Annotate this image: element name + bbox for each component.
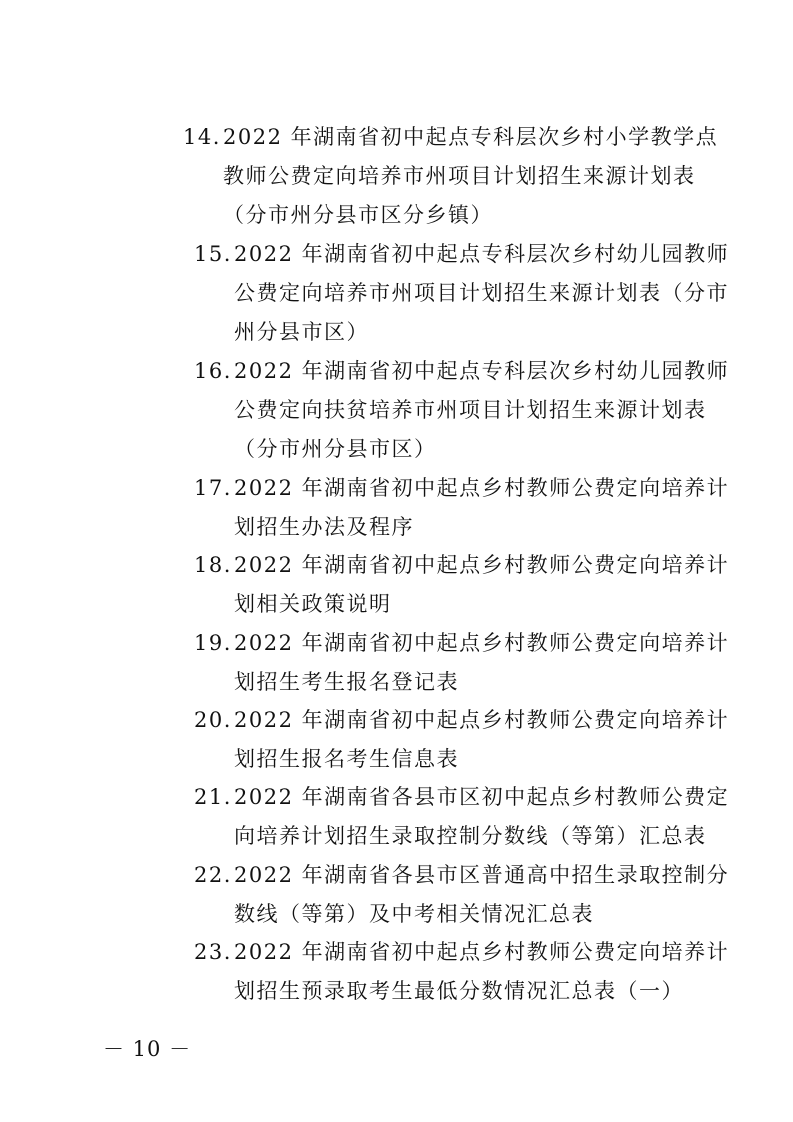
item-text-line: （分市州分县市区分乡镇） <box>223 203 493 227</box>
item-text-line: （分市州分县市区） <box>234 437 437 461</box>
item-number: 20. <box>194 708 232 732</box>
item-text-line: 州分县市区） <box>234 320 369 344</box>
item-number: 16. <box>194 359 232 383</box>
list-item <box>194 469 729 547</box>
item-number: 15. <box>194 242 232 266</box>
item-text-line: 2022 年湖南省初中起点专科层次乡村小学教学点 <box>223 125 719 149</box>
item-text-line: 2022 年湖南省各县市区普通高中招生录取控制分 <box>234 863 730 887</box>
item-text-line: 公费定向培养市州项目计划招生来源计划表（分市 <box>234 281 729 305</box>
list-item <box>194 235 729 352</box>
item-number: 14. <box>183 125 221 149</box>
item-text-line: 数线（等第）及中考相关情况汇总表 <box>234 902 594 926</box>
item-text-line: 2022 年湖南省初中起点乡村教师公费定向培养计 <box>234 631 730 655</box>
item-text-line: 2022 年湖南省初中起点专科层次乡村幼儿园教师 <box>234 242 730 266</box>
page-number: － 10 － <box>103 1037 192 1061</box>
list-item <box>194 546 729 624</box>
item-text-line: 向培养计划招生录取控制分数线（等第）汇总表 <box>234 824 707 848</box>
list-item <box>183 118 718 235</box>
item-text-line: 2022 年湖南省初中起点乡村教师公费定向培养计 <box>234 940 730 964</box>
item-text-line: 2022 年湖南省初中起点乡村教师公费定向培养计 <box>234 553 730 577</box>
item-number: 23. <box>194 940 232 964</box>
item-text-line: 2022 年湖南省初中起点乡村教师公费定向培养计 <box>234 708 730 732</box>
list-item <box>194 352 729 469</box>
item-number: 21. <box>194 785 232 809</box>
item-text-line: 划招生办法及程序 <box>234 515 414 539</box>
item-number: 17. <box>194 476 232 500</box>
item-text-line: 教师公费定向培养市州项目计划招生来源计划表 <box>223 164 696 188</box>
item-text-line: 划招生报名考生信息表 <box>234 747 459 771</box>
item-text-line: 公费定向扶贫培养市州项目计划招生来源计划表 <box>234 398 707 422</box>
item-number: 18. <box>194 553 232 577</box>
list-item <box>194 701 729 779</box>
list-item <box>194 856 729 934</box>
item-number: 22. <box>194 863 232 887</box>
item-text-line: 2022 年湖南省初中起点乡村教师公费定向培养计 <box>234 476 730 500</box>
item-text-line: 2022 年湖南省初中起点专科层次乡村幼儿园教师 <box>234 359 730 383</box>
item-text-line: 划招生预录取考生最低分数情况汇总表（一） <box>234 979 684 1003</box>
list-item <box>194 933 729 1011</box>
list-item <box>194 778 729 856</box>
item-text-line: 2022 年湖南省各县市区初中起点乡村教师公费定 <box>234 785 730 809</box>
item-text-line: 划相关政策说明 <box>234 592 392 616</box>
list-item <box>194 624 729 702</box>
item-number: 19. <box>194 631 232 655</box>
item-text-line: 划招生考生报名登记表 <box>234 670 459 694</box>
